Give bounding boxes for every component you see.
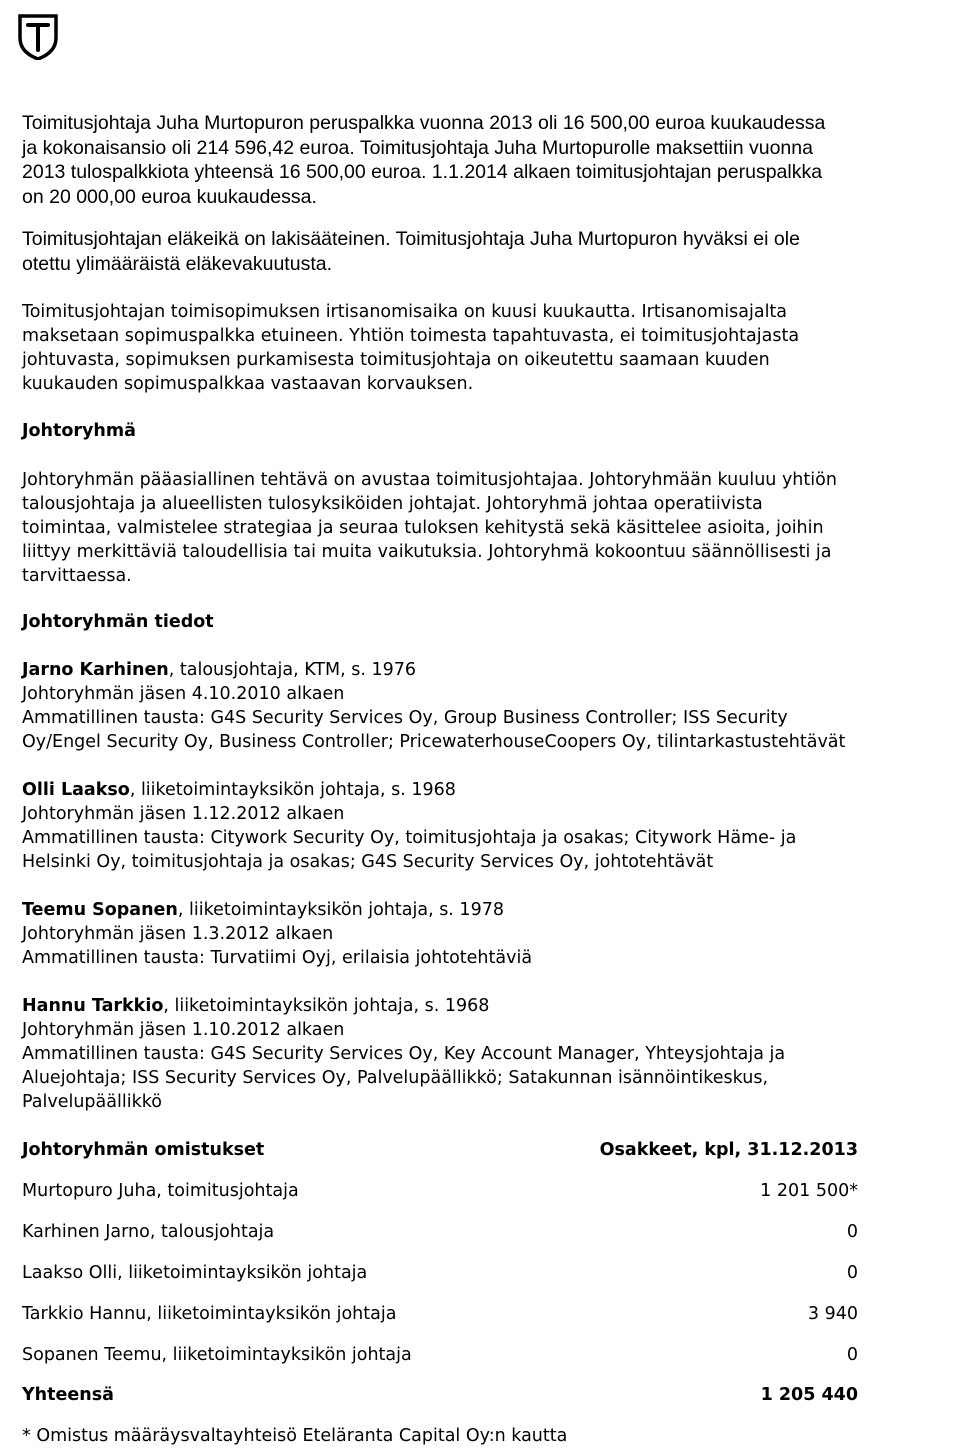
holder-name: Tarkkio Hannu, liiketoimintayksikön johtaja xyxy=(22,1304,397,1324)
ceo-pension-paragraph xyxy=(22,227,952,276)
text-line: Johtoryhmän jäsen 1.3.2012 alkaen xyxy=(22,924,334,944)
company-logo-icon xyxy=(18,14,58,60)
text-line: Johtoryhmän jäsen 1.12.2012 alkaen xyxy=(22,804,345,824)
holder-shares: 0 xyxy=(846,1345,858,1365)
text-line: talousjohtaja ja alueellisten tulosyksiköiden johtajat. Johtoryhmä johtaa operatiivista xyxy=(22,494,763,514)
holder-shares: 1 201 500* xyxy=(760,1181,858,1201)
member-entry xyxy=(22,778,952,874)
ownership-footnote: * Omistus määräysvaltayhteisö Eteläranta Capital Oy:n kautta xyxy=(22,1426,568,1446)
member-entry xyxy=(22,994,952,1114)
text-line: tarvittaessa. xyxy=(22,566,132,586)
table-row xyxy=(22,1219,858,1245)
member-name: Jarno Karhinen xyxy=(22,660,169,680)
text-line: johtuvasta, sopimuksen purkamisesta toimitusjohtaja on oikeutettu saamaan kuuden xyxy=(22,350,770,370)
member-role: , liiketoimintayksikön johtaja, s. 1968 xyxy=(129,780,456,800)
text-line: liittyy merkittäviä taloudellisia tai muita vaikutuksia. Johtoryhmä kokoontuu säännöllisesti ja xyxy=(22,542,832,562)
table-row xyxy=(22,1342,858,1368)
holder-name: Murtopuro Juha, toimitusjohtaja xyxy=(22,1181,299,1201)
member-title-line xyxy=(22,778,952,802)
text-line: 2013 tulospalkkiota yhteensä 16 500,00 euroa. 1.1.2014 alkaen toimitusjohtajan peruspalkka xyxy=(22,161,823,183)
text-line: Johtoryhmän jäsen 4.10.2010 alkaen xyxy=(22,684,345,704)
text-line: Ammatillinen tausta: Citywork Security Oy, toimitusjohtaja ja osakas; Citywork Häme- ja xyxy=(22,828,797,848)
table-row xyxy=(22,1260,858,1286)
text-line: Johtoryhmän jäsen 1.10.2012 alkaen xyxy=(22,1020,345,1040)
text-line: Palvelupäällikkö xyxy=(22,1092,162,1112)
holder-name: Karhinen Jarno, talousjohtaja xyxy=(22,1222,275,1242)
member-entry xyxy=(22,898,952,970)
text-line: Ammatillinen tausta: G4S Security Services Oy, Key Account Manager, Yhteysjohtaja ja xyxy=(22,1044,786,1064)
total-value: 1 205 440 xyxy=(760,1385,858,1405)
text-line: Johtoryhmän pääasiallinen tehtävä on avustaa toimitusjohtajaa. Johtoryhmään kuuluu yhtiön xyxy=(22,470,837,490)
holder-shares: 0 xyxy=(846,1222,858,1242)
section-heading-members: Johtoryhmän tiedot xyxy=(22,612,214,632)
member-title-line xyxy=(22,658,952,682)
text-line: Ammatillinen tausta: Turvatiimi Oyj, erilaisia johtotehtäviä xyxy=(22,948,533,968)
text-line: Ammatillinen tausta: G4S Security Services Oy, Group Business Controller; ISS Security xyxy=(22,708,788,728)
text-line: on 20 000,00 euroa kuukaudessa. xyxy=(22,185,317,208)
text-line: kuukauden sopimuspalkkaa vastaavan korvauksen. xyxy=(22,374,474,394)
holder-name: Laakso Olli, liiketoimintayksikön johtaja xyxy=(22,1263,368,1283)
member-entry xyxy=(22,658,952,754)
holdings-total-row xyxy=(22,1382,858,1408)
text-line: otettu ylimääräistä eläkevakuutusta. xyxy=(22,252,333,275)
member-role: , liiketoimintayksikön johtaja, s. 1968 xyxy=(163,996,490,1016)
total-label: Yhteensä xyxy=(22,1385,114,1405)
member-name: Olli Laakso xyxy=(22,780,130,800)
text-line: Oy/Engel Security Oy, Business Controller; PricewaterhouseCoopers Oy, tilintarkastustehtävät xyxy=(22,732,846,752)
holdings-header-label: Johtoryhmän omistukset xyxy=(22,1140,265,1160)
member-title-line xyxy=(22,898,952,922)
management-group-paragraph xyxy=(22,468,952,588)
member-name: Teemu Sopanen xyxy=(22,900,178,920)
member-name: Hannu Tarkkio xyxy=(22,996,164,1016)
holder-name: Sopanen Teemu, liiketoimintayksikön johtaja xyxy=(22,1345,412,1365)
text-line: Toimitusjohtajan toimisopimuksen irtisanomisaika on kuusi kuukautta. Irtisanomisajalta xyxy=(22,302,788,322)
holder-shares: 0 xyxy=(846,1263,858,1283)
member-role: , talousjohtaja, KTM, s. 1976 xyxy=(168,660,417,680)
ceo-salary-paragraph xyxy=(22,111,952,209)
text-line: maksetaan sopimuspalkka etuineen. Yhtiön toimesta tapahtuvasta, ei toimitusjohtajasta xyxy=(22,326,800,346)
table-row xyxy=(22,1301,858,1327)
member-role: , liiketoimintayksikön johtaja, s. 1978 xyxy=(177,900,504,920)
table-row xyxy=(22,1178,858,1204)
text-line: Toimitusjohtaja Juha Murtopuron peruspalkka vuonna 2013 oli 16 500,00 euroa kuukaudessa xyxy=(22,112,826,134)
text-line: Toimitusjohtajan eläkeikä on lakisääteinen. Toimitusjohtaja Juha Murtopuron hyväksi ei ole xyxy=(22,228,800,250)
holder-shares: 3 940 xyxy=(807,1304,858,1324)
section-heading-management-group: Johtoryhmä xyxy=(22,421,136,441)
text-line: ja kokonaisansio oli 214 596,42 euroa. Toimitusjohtaja Juha Murtopurolle maksettiin vuonna xyxy=(22,136,813,159)
member-title-line xyxy=(22,994,952,1018)
holdings-header-row xyxy=(22,1137,858,1163)
text-line: Aluejohtaja; ISS Security Services Oy, Palvelupäällikkö; Satakunnan isännöintikeskus, xyxy=(22,1068,769,1088)
holdings-header-value: Osakkeet, kpl, 31.12.2013 xyxy=(599,1140,858,1160)
notice-period-paragraph xyxy=(22,300,952,396)
text-line: Helsinki Oy, toimitusjohtaja ja osakas; G4S Security Services Oy, johtotehtävät xyxy=(22,852,714,872)
text-line: toimintaa, valmistelee strategiaa ja seuraa tuloksen kehitystä sekä käsittelee asioita, joihin xyxy=(22,518,824,538)
